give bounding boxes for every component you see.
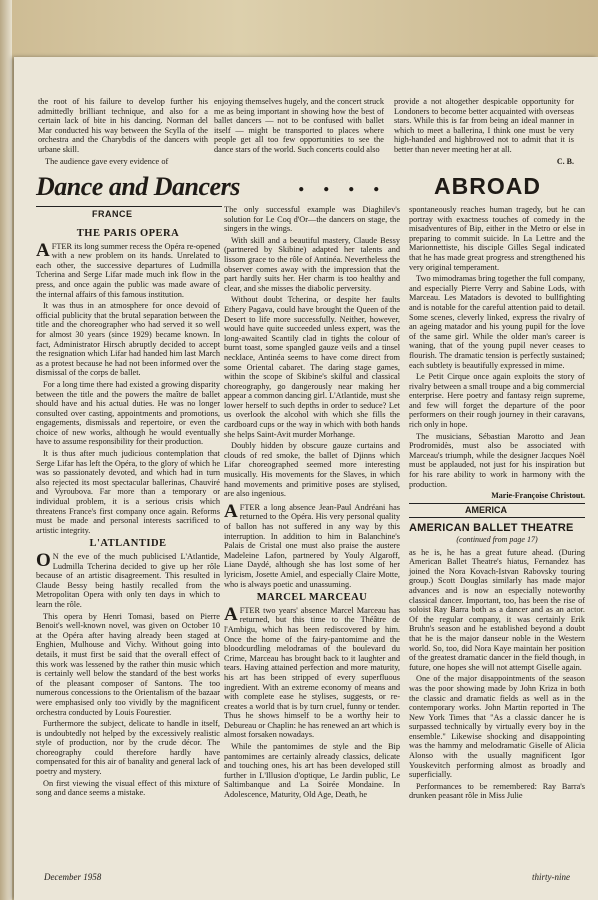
top-initials: C. B.: [556, 156, 574, 166]
paragraph-text: FTER a long absence Jean-Paul Andréani has returned to the Opéra. His very personal quality of ballon has not suffered in any way by this interruption. In addition to him in Balanchine's Palais de Cristal one must also praise the austere Madeleine Lafon, partnered by Youly Algaroff, Liane Daydé, although she has lost some of her lyricism, Josette Amiel, and especially Claire Motte, who is always poetic and unassuming.: [224, 502, 400, 589]
headline-abroad: ABROAD: [434, 173, 541, 199]
magazine-page: [14, 57, 598, 900]
paragraph: Le Petit Cirque once again exploits the story of rivalry between a small troupe and a big commercial enterprise. Here poetry and fantasy reign supreme, and few will forget the departure of the poor performers on their rough journey in their caravans, rich only in hope.: [409, 372, 585, 430]
paragraph: One of the major disappointments of the season was the poor showing made by John Kriza in both the classic and dramatic fields as well as in the contemporary works. John Martin reported in The New York Times that "As a classic dancer he is surpassed technically by virtually every boy in the ensemble." Likewise shocking and disappointing was the hammy and melodramatic Giselle of Alicia Alonso with the usually magnificent Igor Youskevitch performing almost as broadly and superficially.: [409, 674, 585, 780]
headline-script: Dance and Dancers: [36, 172, 240, 201]
top-column-1-text-b: The audience gave every evidence of: [45, 156, 169, 166]
paragraph: It was thus in an atmosphere for once devoid of official publicity that the brutal separation between the title and the choreographer who had served it so well for almost 30 years (since 1929) became known. In fact, Administrator Hirsch abruptly decided to accept the resignation which Lifar had handed him last March as a protest because he had not been informed over the dismissal of the corps de ballet.: [36, 301, 220, 378]
section-rule: [409, 517, 585, 518]
byline: Marie-Françoise Christout.: [491, 491, 585, 501]
headline: [36, 168, 592, 202]
paragraph: The musicians, Sébastian Marotto and Jean Prodromidès, must also be associated with Marceau's triumph, while the designer Jacques Noël must be applauded, not just for his inspiration but for his rare ability to work in harmony with the production.: [409, 431, 585, 489]
drop-cap: A: [224, 603, 238, 625]
paragraph: spontaneously reaches human tragedy, but he can portray with exactness touches of comedy in the misadventures of Bip, either in the Metro or else in preparing to commit suicide. In La Lettre and the Marionnettiste, his disciple Gilles Segal indicated that he has made great progress and strengthened his very original temperament.: [409, 205, 585, 272]
paragraph: [36, 552, 220, 610]
continued-note: (continued from page 17): [456, 535, 538, 544]
paragraph: [224, 603, 400, 740]
paragraph: On first viewing the visual effect of this mixture of song and dance seems a mistake.: [36, 778, 220, 798]
headline-rule: [36, 206, 222, 207]
paragraph: Furthermore the subject, delicate to handle in itself, is undoubtedly not helped by the excessively realistic style of production, nor by the crude décor. The choreography could therefore hardly have compensated for this air of banality and general lack of poetry and mystery.: [36, 719, 220, 777]
column-3: [409, 205, 585, 803]
top-column-2: [214, 97, 384, 157]
paragraph: Doubly hidden by obscure gauze curtains and clouds of red smoke, the ballet of Djinns which Lifar choreographed seemed more interesting musically. His movements for the Slaves, in which hand movements and primitive poses are stylised, are also ingenious.: [224, 441, 400, 499]
paragraph-text: FTER two years' absence Marcel Marceau has returned, but this time to the Théâtre de l'Ambigu, which has been rediscovered by him. Once the home of the fairy-pantomime and the bloodcurdling melodramas of the boulevard du Crime, Marceau has brought back to it laughter and tears. Having attained perfection and more maturity, his art has been stripped of every superfluous ingredient. With an extreme economy of means and with complete ease he stylises, suggests, or re-creates a world that is by turn cruel, funny or tender. Thus he shows himself to be a worthy heir to Debureau or Chaplin: he has renewed an art which is almost forsaken nowadays.: [224, 605, 400, 740]
paragraph: While the pantomimes de style and the Bip pantomimes are certainly already classics, delicate and touching ones, his art has been developed still further in L'Illusion d'optique, Le Jardin public, Le Saltimbanque and La Soirée Mondaine. In Adolescence, Maturity, Old Age, Death, he: [224, 742, 400, 800]
footer-page-number: thirty-nine: [532, 872, 570, 882]
section-tag-france: FRANCE: [92, 209, 133, 219]
footer-date: December 1958: [44, 872, 102, 882]
paragraph-text: FTER its long summer recess the Opéra re-opened with a new problem on its hands. Unrelated to each other, the successive departures of Ludmilla Tcherina and Serge Lifar made much ink flow in the press, and once again the public was made aware of the internal affairs of this famous institution.: [36, 241, 220, 299]
column-2: [224, 205, 400, 802]
section-tag-america: AMERICA: [465, 504, 507, 515]
previous-page-edge: [0, 0, 12, 900]
subhead-marcel-marceau: MARCEL MARCEAU: [256, 592, 368, 604]
drop-cap: A: [224, 500, 238, 522]
paragraph: With skill and a beautiful mastery, Claude Bessy (partnered by Skibine) adapted her talents and lissom grace to the rôle of Antinéa. Nevertheless the observer comes away with the impression that the part hardly suits her. Her charm is too healthy and clear, and she misses the diabolic perversity.: [224, 235, 400, 293]
paragraph: Performances to be remembered: Ray Barra's drunken peasant rôle in Miss Julie: [409, 781, 585, 801]
paragraph: [36, 239, 220, 300]
top-column-1-text: the root of his failure to develop further his admittedly brilliant technique, and also for a certain lack of bite in his dancing. Norman del Mar conducted his way between the Scylla of the orchestra and the Charybdis of the dancers with urbane skill.: [38, 97, 208, 154]
drop-cap: O: [36, 550, 51, 571]
paragraph: [224, 500, 400, 589]
top-column-2-text: enjoying themselves hugely, and the concert struck me as being important in showing how the best of ballet dancers — not to be confused with ballet itself — might be transported to places where people get all too few opportunities to see the dance stars of the world. Such concerts could also: [214, 97, 384, 154]
paragraph: Two mimodramas bring together the full company, and especially Pierre Verry and Sabine Lods, with Marceau. Les Matadors is devoted to bullfighting and is notable for the careful attention paid to detail. Some scenes, cleverly linked, express the rivalry of an ageing matador and his young pupil for the love of the same girl. While the older man's career is waning, that of the young pupil never ceases to flourish. The dramatic tension is perfectly sustained; each subtlety is beautifully expressed in mime.: [409, 274, 585, 370]
top-column-3-text: provide a not altogether despicable opportunity for Londoners to become better acquainted with overseas stars. While this is far from being an ideal manner in which to meet a ballerina, I think one must be very high-handed and highbrowed not to admit that it is better than never meeting her at all.: [394, 97, 574, 154]
section-rule: [409, 503, 585, 504]
paragraph: The only successful example was Diaghilev's solution for Le Coq d'Or—the dancers on stage, the singers in the wings.: [224, 205, 400, 234]
headline-dots: . . . .: [298, 168, 386, 197]
paragraph: as he is, he has a great future ahead. (During American Ballet Theatre's hiatus, Fernandez has joined the Nora Kovach-Istvan Rabovsky touring group.) Scott Douglas similarly has made major advances and is now an especially noteworthy classical dancer. Important, too, has been the rise of soloist Ray Barra both as a dancer and as an actor. Of the regular company, it was certainly Erik Bruhn's season and he established beyond a doubt that he is the major danseur noble in the Western world. So, too, did Nora Kaye maintain her position of the greatest dramatic dancer in the field though, in future, one hopes she will not attempt Giselle again.: [409, 547, 586, 672]
paragraph: For a long time there had existed a growing disparity between the title and the powers the maître de ballet should have and his actual duties. He was no longer consulted over casting, appointments and promotions, engagements, dismissals and repertoire, or even the choice of new works, although he would eventually have to assume responsibility for their production.: [36, 379, 220, 447]
subhead-paris-opera: THE PARIS OPERA: [76, 228, 180, 239]
column-1: [36, 225, 220, 800]
article-title: AMERICAN BALLET THEATRE: [409, 522, 574, 535]
subhead-atlantide: L'ATLANTIDE: [89, 538, 167, 550]
drop-cap: A: [36, 239, 50, 261]
top-column-1: [38, 97, 208, 168]
paragraph: Without doubt Tcherina, or despite her faults Ethery Pagava, could have brought the Queen of the Desert to life more successfully. Neither, however, would have quite succeeded unless expert, was the long-awaited Scantily clad in tights the colour of burnt toast, some spangled gauze veils and a tinsel necklace, Antinéa seems to have come direct from some Oriental cabaret. The daring stage games, within the scope of Skibine's skilful and classical choreography, go dangerously near making her appear a common dancing girl. L'Atlantide, must she lower herself to such depths in order to seduce? Let us overlook the alcohol with which she fills the cardboard cups or the way in which with both hands she helps Saint-Avit murder Morhange.: [224, 295, 400, 439]
paragraph-text: N the eve of the much publicised L'Atlantide, Ludmilla Tcherina decided to give up her rôle because of an artistic disagreement. This resulted in Claude Bessy being hastily recalled from the Metropolitan Opera with only ten days in which to learn the rôle.: [36, 552, 220, 609]
top-column-3: [394, 97, 574, 166]
paragraph: It is thus after much judicious contemplation that Serge Lifar has left the Opéra, to the glory of which he was so passionately devoted, and which had in turn also rejected its most spectacular ballerinas, Chauviré and Vyroubova. Far more than a temporary or individual problem, it is a serious crisis which threatens France's first company once again. Reforms must be made and personal interests sacrificed to artistic integrity.: [36, 449, 220, 535]
paragraph: This opera by Henri Tomasi, based on Pierre Benoit's well-known novel, was given on October 10 at the Opéra after having already been staged at Enghien, Mulhouse and Vichy. Without going into details, it must first be said that the overall effect of this work was lessened by the rather thin music which is certainly well below the standard of the best works of the pleasant composer of Santons. The too numerous concessions to the Orientalism of the bazaar were emphasised only too vividly by the magnificent orchestra conducted by Louis Fourestier.: [36, 611, 220, 717]
